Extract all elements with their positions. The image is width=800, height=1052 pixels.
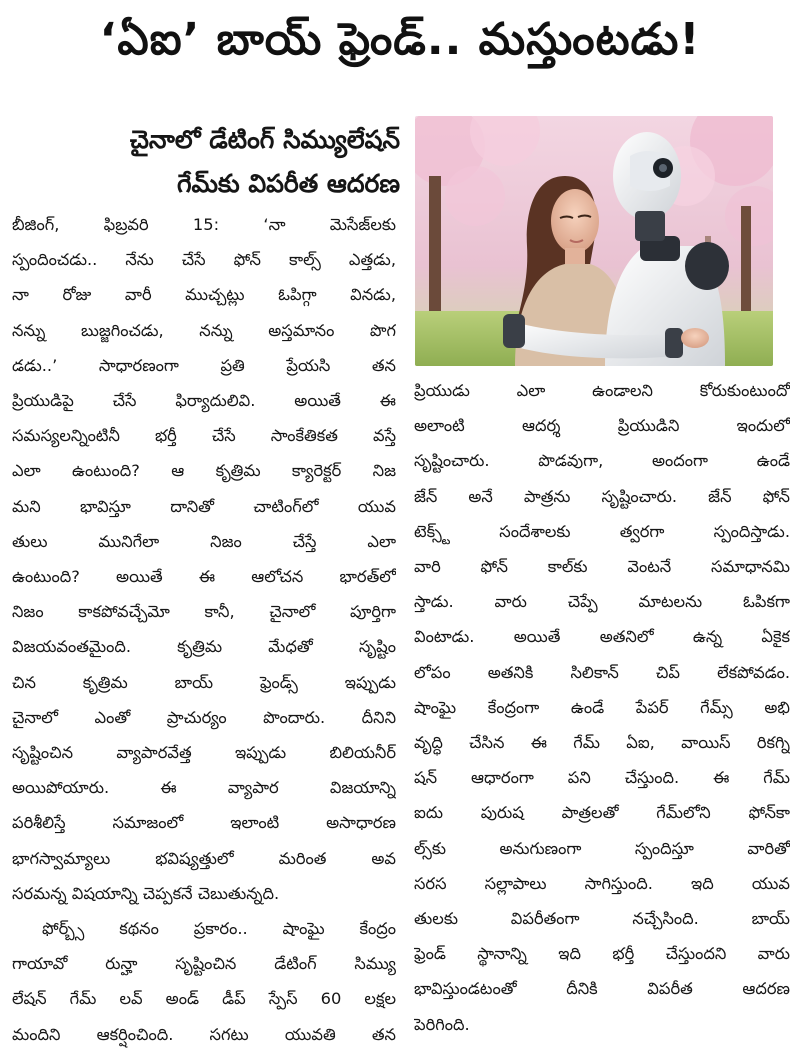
body-line: అయిపోయారు. ఈ వ్యాపార విజయాన్ని xyxy=(12,778,396,798)
body-line: స్పందించడు.. నేను చేసే ఫోన్ కాల్స్ ఎత్తడు, xyxy=(12,250,396,270)
body-line: మందిని ఆకర్షించింది. సగటు యువతి తన xyxy=(12,1024,396,1044)
body-line: వృద్ధి చేసిన ఈ గేమ్ ఏఐ, వాయిస్ రికగ్ని xyxy=(414,733,790,753)
body-line: భావిస్తుండటంతో దీనికి విపరీత ఆదరణ xyxy=(414,979,790,999)
body-line: జేన్ అనే పాత్రను సృష్టించారు. జేన్ ఫోన్ xyxy=(414,486,790,506)
body-line: చైనాలో ఎంతో ప్రాచుర్యం పొందారు. దీనిని xyxy=(12,707,396,727)
body-line: లోపం అతనికి సిలికాన్ చిప్ లేకపోవడం. xyxy=(414,662,790,682)
body-line: విజయవంతమైంది. కృత్రిమ మేధతో సృష్టిం xyxy=(12,637,396,657)
article-body-left-column xyxy=(12,207,396,1052)
body-line: ప్రియుడిపై చేసే ఫిర్యాదులివి. అయితే ఈ xyxy=(12,391,396,411)
woman-hugging-robot-photo xyxy=(415,116,773,366)
body-line: నిజం కాకపోవచ్చేమో కానీ, చైనాలో పూర్తిగా xyxy=(12,602,396,622)
body-line: ప్రియుడు ఎలా ఉండాలని కోరుకుంటుందో xyxy=(414,381,790,400)
body-line: ఐదు పురుష పాత్రలతో గేమ్‌లోని ఫోన్‌కా xyxy=(414,803,790,823)
body-line: సృష్టించిన వ్యాపారవేత్త ఇప్పుడు బిలియనీర్ xyxy=(12,743,396,763)
article-body-right-column xyxy=(414,373,790,1042)
body-line: తులకు విపరీతంగా నచ్చేసింది. బాయ్ xyxy=(414,909,790,929)
body-line: టెక్స్ట్ సందేశాలకు త్వరగా స్పందిస్తాడు. xyxy=(414,521,790,541)
body-line: ఉంటుంది? అయితే ఈ ఆలోచన భారత్‌లో xyxy=(12,567,396,587)
body-line: షన్ ఆధారంగా పని చేస్తుంది. ఈ గేమ్ xyxy=(414,768,790,788)
body-line: నా రోజు వారీ ముచ్చట్లు ఓపిగ్గా వినడు, xyxy=(12,285,396,305)
subheadline-line-1: చైనాలో డేటింగ్ సిమ్యులేషన్ xyxy=(129,125,400,154)
body-line: ఫోర్బ్స్ కథనం ప్రకారం.. షాంఘై కేంద్రం xyxy=(42,919,396,939)
body-line: వింటాడు. అయితే అతనిలో ఉన్న ఏకైక xyxy=(414,627,790,647)
body-line: భాగస్వామ్యాలు భవిష్యత్తులో మరింత అవ xyxy=(12,848,396,868)
body-line: ల్స్‌కు అనుగుణంగా స్పందిస్తూ వారితో xyxy=(414,838,790,858)
body-line: పరిశీలిస్తే సమాజంలో ఇలాంటి అసాధారణ xyxy=(12,813,396,833)
body-line: డడు..’ సాధారణంగా ప్రతి ప్రేయసి తన xyxy=(12,355,396,375)
body-line: ఎలా ఉంటుంది? ఆ కృత్రిమ క్యారెక్టర్ నిజ xyxy=(12,461,396,481)
body-line: పెరిగింది. xyxy=(414,1014,470,1034)
body-line: నన్ను బుజ్జగించడు, నన్ను అస్తమానం పొగ xyxy=(12,320,396,340)
body-line: సరమన్న విషయాన్ని చెప్పకనే చెబుతున్నది. xyxy=(12,883,280,903)
body-line: అలాంటి ఆదర్శ ప్రియుడిని ఇందులో xyxy=(414,416,790,436)
article-subheadline xyxy=(10,118,400,206)
body-line: వారి ఫోన్ కాల్‌కు వెంటనే సమాధానమి xyxy=(414,557,790,577)
body-line: ఫ్రెండ్ స్థానాన్ని ఇది భర్తీ చేస్తుందని వారు xyxy=(414,944,790,964)
body-line: స్తాడు. వారు చెప్పే మాటలను ఓపికగా xyxy=(414,592,790,612)
body-line: గాయావో రున్హా సృష్టించిన డేటింగ్ సిమ్యు xyxy=(12,954,396,974)
body-line: తులు మునిగేలా నిజం చేస్తే ఎలా xyxy=(12,531,396,551)
body-line: సరస సల్లాపాలు సాగిస్తుంది. ఇది యువ xyxy=(414,873,790,893)
article-headline: ‘ఏఐ’ బాయ్ ఫ్రెండ్.. మస్తుంటడు! xyxy=(99,14,701,65)
body-line: షాంఘై కేంద్రంగా ఉండే పేపర్ గేమ్స్ అభి xyxy=(414,697,790,717)
body-line: బీజింగ్, ఫిబ్రవరి 15: ‘నా మెసేజ్‌లకు xyxy=(12,215,396,234)
body-line: లేషన్ గేమ్ లవ్ అండ్ డీప్ స్పేస్ 60 లక్షల xyxy=(12,989,396,1009)
body-line: సమస్యలన్నింటినీ భర్తీ చేసే సాంకేతికత వస్తే xyxy=(12,426,396,446)
body-line: సృష్టించారు. పొడవుగా, అందంగా ఉండే xyxy=(414,451,790,471)
body-line: మని భావిస్తూ దానితో చాటింగ్‌లో యువ xyxy=(12,496,396,516)
body-line: చిన కృత్రిమ బాయ్ ఫ్రెండ్స్ ఇప్పుడు xyxy=(12,672,396,692)
subheadline-line-2: గేమ్‌కు విపరీత ఆదరణ xyxy=(176,169,400,198)
